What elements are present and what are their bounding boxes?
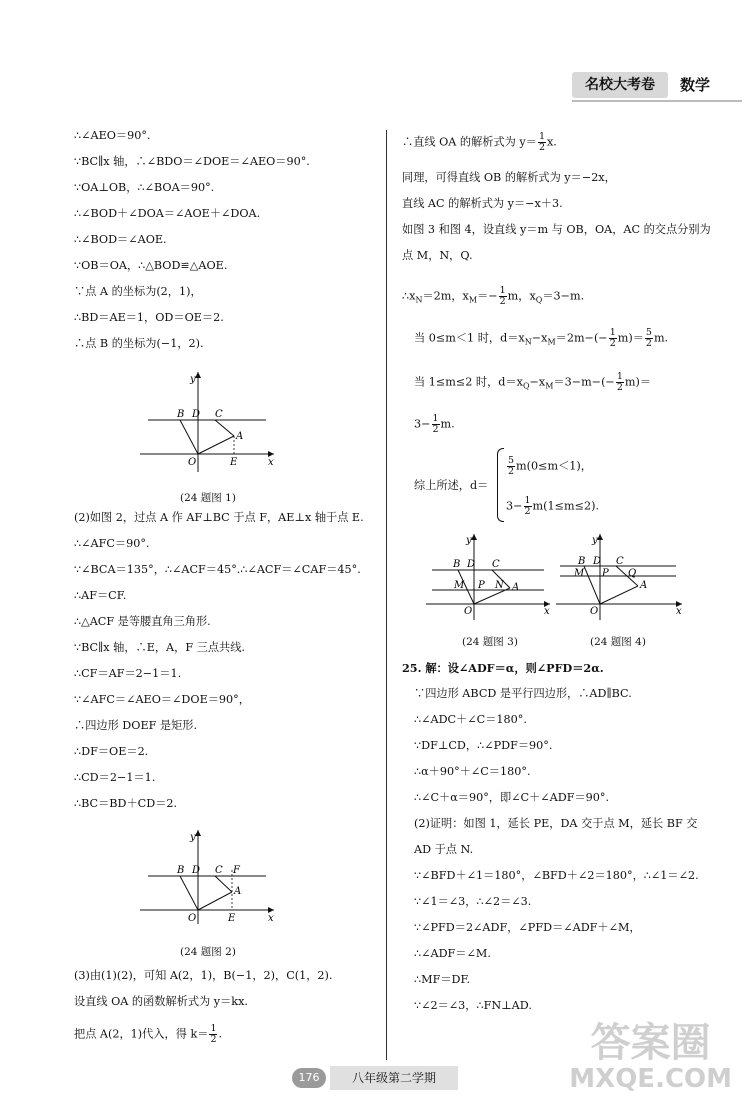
text-line: 同理，可得直线 OB 的解析式为 y＝−2x，	[402, 171, 616, 184]
label-O: O	[188, 913, 197, 924]
label-A: A	[512, 582, 520, 593]
label-F: F	[233, 865, 240, 876]
problem-25: 25. 解：设∠ADF＝α，则∠PFD＝2α.	[402, 661, 604, 675]
text-line: ∵∠AFC＝∠AEO＝∠DOE＝90°，	[74, 693, 250, 706]
text-line	[414, 372, 651, 395]
text-line: ∴BD＝AE＝1，OD＝OE＝2.	[74, 311, 224, 324]
label-x: x	[676, 606, 682, 617]
text-span: ＝2m−	[555, 331, 594, 345]
label-D: D	[192, 409, 201, 420]
text-line: 直线 AC 的解析式为 y＝−x＋3.	[402, 197, 563, 210]
fraction: $\frac{1}{2}$	[432, 413, 439, 435]
text-span: m)＝	[617, 331, 644, 345]
text-span: 3−	[414, 417, 431, 431]
figure-2	[140, 826, 280, 926]
text-line: ∴AF＝CF.	[74, 589, 127, 602]
figure-caption: (24 题图 4)	[590, 636, 646, 648]
text-span: m(0≤m＜1)，	[516, 459, 592, 473]
text-line: ∴∠ADF＝∠M.	[414, 947, 491, 960]
label-y: y	[190, 832, 196, 843]
subscript: N	[524, 337, 532, 347]
text-line: ∴∠AFC＝90°.	[74, 537, 150, 550]
text-span: m.	[653, 331, 669, 345]
text-line: (2)如图 2，过点 A 作 AF⊥BC 于点 F，AE⊥x 轴于点 E.	[74, 511, 364, 524]
label-E: E	[230, 457, 238, 468]
fraction: $\frac{1}{2}$	[538, 131, 545, 153]
subscript: Q	[522, 381, 530, 391]
text-line	[402, 132, 557, 153]
text-span: m，x	[507, 289, 536, 303]
label-y: y	[592, 535, 598, 546]
figure-3	[426, 530, 556, 622]
label-C: C	[492, 559, 500, 570]
text-line: ∵BC∥x 轴，∴∠BDO＝∠DOE＝∠AEO＝90°.	[74, 155, 310, 168]
text-span: −x	[531, 331, 548, 345]
label-D: D	[593, 556, 602, 567]
label-D: D	[192, 865, 201, 876]
text-span: (−	[601, 375, 615, 389]
watermark	[569, 1022, 732, 1094]
label-A: A	[234, 886, 242, 897]
header	[572, 72, 742, 98]
label-E: E	[228, 913, 236, 924]
text-line: ∴CF＝AF＝2−1＝1.	[74, 667, 182, 680]
subscript: N	[415, 295, 423, 305]
header-badge: 名校大考卷	[572, 72, 668, 98]
label-Q: Q	[628, 568, 637, 579]
text-line: ∴∠ADC＋∠C＝180°.	[414, 713, 527, 726]
text-line: ∵∠BCA＝135°，∴∠ACF＝45°.∴∠ACF＝∠CAF＝45°.	[74, 563, 361, 576]
text-line: ∵DF⊥CD，∴∠PDF＝90°.	[414, 739, 553, 752]
piecewise-brace	[497, 448, 504, 522]
text-line: ∵∠BFD＋∠1＝180°，∠BFD＋∠2＝180°，∴∠1＝∠2.	[414, 869, 699, 882]
label-P: P	[478, 580, 485, 591]
page-footer	[292, 1066, 470, 1090]
label-B: B	[177, 409, 185, 420]
text-span: ＝3−m.	[542, 289, 585, 303]
text-span: m)＝	[624, 375, 652, 389]
figure-4	[556, 530, 688, 622]
text-span: ∴x	[402, 289, 416, 303]
fraction: $\frac{5}{2}$	[508, 455, 515, 477]
text-line	[414, 328, 668, 351]
label-C: C	[215, 409, 223, 420]
text-span: 当 1≤m≤2 时，d＝x	[414, 375, 523, 389]
text-line: ∴∠BOD＝∠AOE.	[74, 233, 167, 246]
text-line: ∵四边形 ABCD 是平行四边形，∴AD∥BC.	[414, 687, 632, 700]
text-line: ∵∠PFD＝2∠ADF，∠PFD＝∠ADF＋∠M，	[414, 921, 641, 934]
label-D: D	[467, 559, 476, 570]
text-line: AD 于点 N.	[414, 843, 474, 856]
text-span: 当 0≤m＜1 时，d＝x	[414, 331, 525, 345]
text-line: ∴点 B 的坐标为(−1，2).	[74, 337, 204, 350]
fraction: $\frac{1}{2}$	[609, 327, 616, 349]
text-line: ∴∠BOD＋∠DOA＝∠AOE＋∠DOA.	[74, 207, 261, 220]
text-line	[402, 286, 584, 309]
label-B: B	[578, 556, 586, 567]
text-line: 点 M，N，Q.	[402, 249, 473, 262]
label-A: A	[640, 580, 648, 591]
footer-label: 八年级第二学期	[330, 1066, 458, 1090]
label-x: x	[268, 457, 274, 468]
fraction: $\frac{1}{2}$	[210, 1023, 217, 1045]
text-line: ∴四边形 DOEF 是矩形.	[74, 719, 198, 732]
fraction: $\frac{1}{2}$	[524, 495, 531, 517]
text-span: m.	[440, 417, 455, 431]
watermark-line: 答案圈	[590, 1020, 711, 1066]
figure-caption: (24 题图 3)	[462, 636, 518, 648]
text-span: 把点 A(2，1)代入，得 k＝	[74, 1027, 209, 1041]
text-line: ∵点 A 的坐标为(2，1)，	[74, 285, 202, 298]
label-y: y	[466, 535, 472, 546]
label-C: C	[616, 556, 624, 567]
text-span: −x	[529, 375, 546, 389]
text-line	[506, 496, 599, 517]
text-line: ∴α＋90°＋∠C＝180°.	[414, 765, 531, 778]
text-span: x.	[546, 135, 557, 149]
text-line: ∵∠1＝∠3，∴∠2＝∠3.	[414, 895, 532, 908]
fraction: $\frac{5}{2}$	[645, 327, 652, 349]
text-line: 综上所述，d＝	[414, 479, 489, 492]
text-span: ＝−	[477, 289, 498, 303]
text-line: ∴∠C＋α＝90°，即∠C＋∠ADF＝90°.	[414, 791, 610, 804]
watermark-line: MXQE.COM	[569, 1064, 732, 1094]
text-span: 3−	[506, 499, 523, 513]
text-span: ＝3−m−	[553, 375, 602, 389]
text-line: 如图 3 和图 4，设直线 y＝m 与 OB，OA，AC 的交点分别为	[402, 223, 711, 236]
text-line: 设直线 OA 的函数解析式为 y＝kx.	[74, 995, 248, 1008]
label-x: x	[544, 606, 550, 617]
figure-caption: (24 题图 2)	[180, 946, 236, 958]
label-M: M	[454, 580, 465, 591]
text-span: (−	[593, 331, 608, 345]
text-line	[506, 456, 592, 477]
fraction: $\frac{1}{2}$	[616, 371, 623, 393]
text-span: ＝2m，x	[422, 289, 469, 303]
text-line: ∴△ACF 是等腰直角三角形.	[74, 615, 211, 628]
text-line: (3)由(1)(2)，可知 A(2，1)，B(−1，2)，C(1，2).	[74, 969, 333, 982]
label-x: x	[268, 913, 274, 924]
text-line: ∴∠AEO＝90°.	[74, 129, 151, 142]
text-line: ∴CD＝2−1＝1.	[74, 771, 156, 784]
figure-caption: (24 题图 1)	[180, 492, 236, 504]
text-line: ∵∠2＝∠3，∴FN⊥AD.	[414, 999, 532, 1012]
text-line: ∴MF＝DF.	[414, 973, 471, 986]
fraction: $\frac{1}{2}$	[499, 285, 506, 307]
label-C: C	[215, 865, 223, 876]
header-subject: 数学	[680, 76, 711, 94]
label-B: B	[177, 865, 185, 876]
header-rule	[572, 100, 742, 102]
text-line: 把点 A(2，1)代入，得 k＝ $\frac{1}{2}$ .	[74, 1023, 223, 1045]
subscript: M	[545, 381, 554, 391]
subscript: M	[468, 295, 478, 305]
label-N: N	[495, 580, 504, 591]
text-line: ∵OB＝OA，∴△BOD≌△AOE.	[74, 259, 228, 272]
text-line: ∵OA⊥OB，∴∠BOA＝90°.	[74, 181, 215, 194]
label-A: A	[236, 431, 244, 442]
text-line: ∴BC＝BD＋CD＝2.	[74, 797, 178, 810]
text-line: ∴DF＝OE＝2.	[74, 745, 149, 758]
label-B: B	[453, 559, 461, 570]
subscript: Q	[535, 295, 543, 305]
subscript: M	[547, 337, 556, 347]
text-span: m(1≤m≤2).	[532, 499, 600, 513]
text-span: ∴直线 OA 的解析式为 y＝	[402, 135, 537, 149]
label-P: P	[602, 568, 609, 579]
text-line	[414, 414, 455, 435]
column-divider	[386, 130, 387, 1060]
text-line: (2)证明：如图 1，延长 PE，DA 交于点 M，延长 BF 交	[414, 817, 698, 830]
figure-1	[140, 368, 280, 474]
label-M: M	[574, 568, 585, 579]
label-O: O	[590, 606, 599, 617]
text-line: ∵BC∥x 轴，∴E，A，F 三点共线.	[74, 641, 245, 654]
label-O: O	[464, 606, 473, 617]
label-y: y	[190, 374, 196, 385]
page-number: 176	[292, 1068, 326, 1088]
label-O: O	[188, 457, 197, 468]
